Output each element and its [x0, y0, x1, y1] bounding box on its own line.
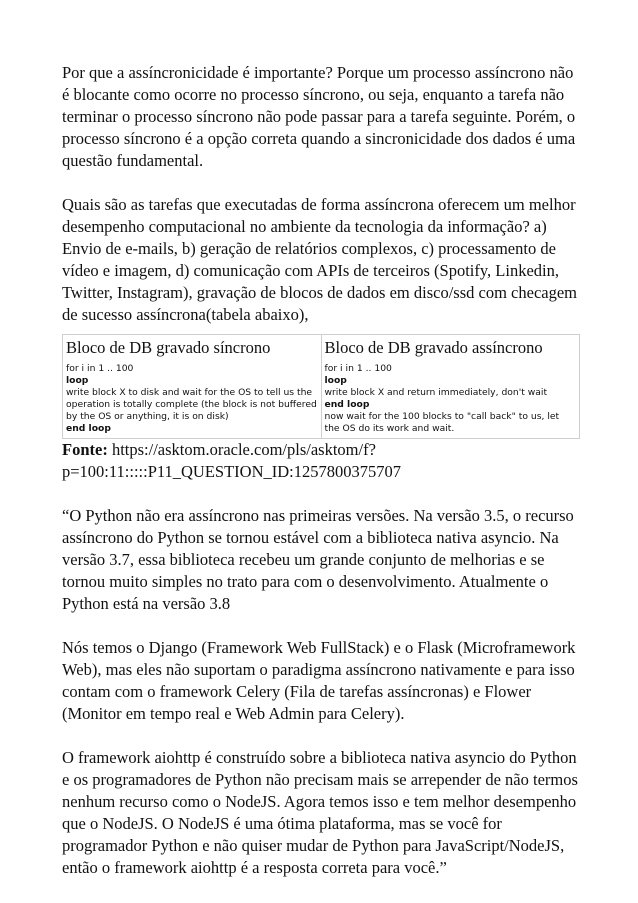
source-citation [62, 439, 582, 483]
tasks-paragraph: Quais são as tarefas que executadas de forma assíncrona oferecem um melhor desempenho computacional no ambiente da tecnologia da informação? a) Envio de e-mails, b) geração de relatórios complexos, c) processamento de vídeo e imagem, d) comunicação com APIs de terceiros (Spotify, Linkedin, Twitter, Instagram), gravação de blocos de dados em disco/ssd com checagem de sucesso assíncrona(tabela abaixo), [62, 195, 578, 324]
table-row [63, 335, 580, 439]
sync-code-line: write block X to disk and wait for the OS to tell us the operation is totally complete (the block is not buffered by the OS or anything, it is on disk) [66, 387, 317, 422]
document-page [62, 62, 582, 879]
quote-paragraph-aiohttp: O framework aiohttp é construído sobre a biblioteca nativa asyncio do Python e os programadores de Python não precisam mais se arrepender de não termos nenhum recurso como o NodeJS. Agora temos isso e tem melhor desempenho que o NodeJS. O NodeJS é uma ótima plataforma, mas se você for programador Python e não quiser mudar de Python para JavaScript/NodeJS, então o framework aiohttp é a resposta correta para você.” [62, 748, 578, 877]
async-code-line: end loop [324, 399, 370, 410]
db-block-comparison-table [62, 334, 580, 439]
async-code-line: now wait for the 100 blocks to "call back" to us, let the OS do its work and wait. [324, 411, 560, 434]
sync-code-block [66, 363, 318, 435]
async-code-line: loop [324, 375, 347, 386]
source-label: Fonte: [62, 440, 108, 459]
sync-code-line: loop [66, 375, 89, 386]
sync-column-title: Bloco de DB gravado síncrono [66, 338, 271, 357]
sync-column [63, 335, 322, 439]
sync-code-line: end loop [66, 423, 111, 434]
async-column-title: Bloco de DB gravado assíncrono [324, 338, 543, 357]
sync-code-line: for i in 1 .. 100 [66, 363, 134, 374]
async-code-line: write block X and return immediately, don't wait [324, 387, 548, 398]
quote-paragraph-django-flask: Nós temos o Django (Framework Web FullStack) e o Flask (Microframework Web), mas eles não suportam o paradigma assíncrono nativamente e para isso contam com o framework Celery (Fila de tarefas assíncronas) e Flower (Monitor em tempo real e Web Admin para Celery). [62, 638, 576, 723]
source-link[interactable]: https://asktom.oracle.com/pls/asktom/f?p=100:11:::::P11_QUESTION_ID:1257800375707 [62, 440, 401, 481]
async-column [321, 335, 580, 439]
async-code-block [325, 363, 577, 435]
async-code-line: for i in 1 .. 100 [324, 363, 392, 374]
intro-paragraph: Por que a assíncronicidade é importante? Porque um processo assíncrono não é blocante como ocorre no processo síncrono, ou seja, enquanto a tarefa não terminar o processo síncrono não pode passar para a tarefa seguinte. Porém, o processo síncrono é a opção correta quando a sincronicidade dos dados é uma questão fundamental. [62, 63, 576, 170]
quote-paragraph-python-history: “O Python não era assíncrono nas primeiras versões. Na versão 3.5, o recurso assíncrono do Python se tornou estável com a biblioteca nativa asyncio. Na versão 3.7, essa biblioteca recebeu um grande conjunto de melhorias e se tornou muito simples no trato para com o desenvolvimento. Atualmente o Python está na versão 3.8 [62, 506, 574, 613]
